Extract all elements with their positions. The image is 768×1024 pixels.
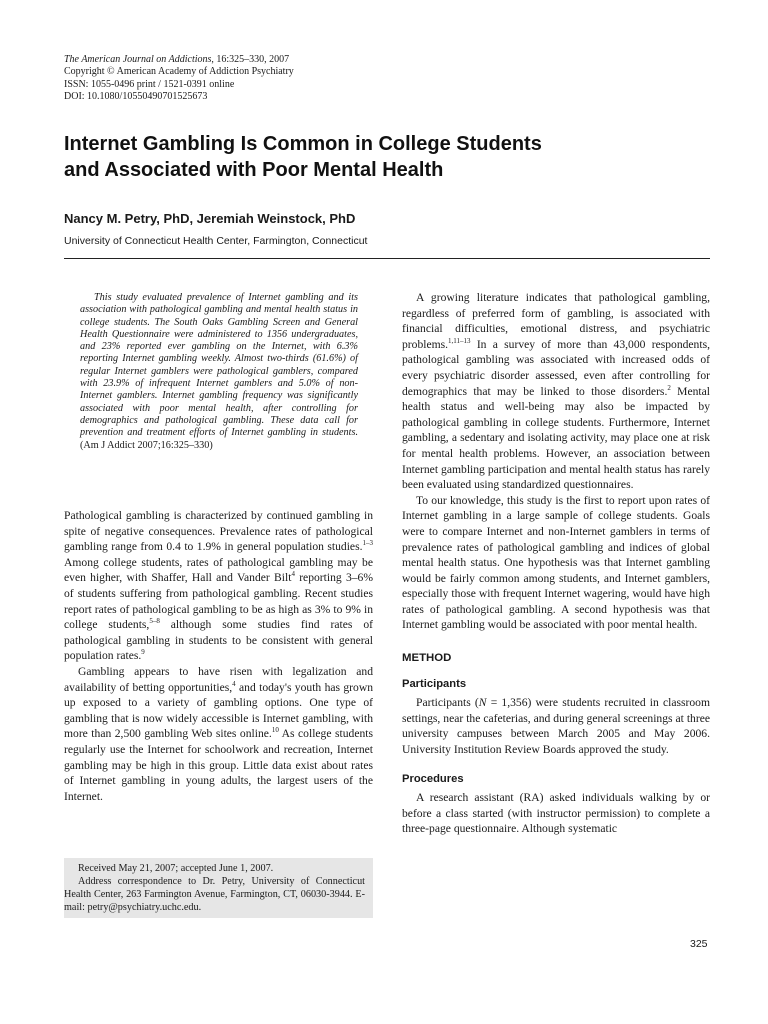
ref-sup: 4 xyxy=(291,570,295,579)
ref-sup: 1,11–13 xyxy=(448,336,471,345)
journal-header xyxy=(64,54,294,104)
correspondence-address: Address correspondence to Dr. Petry, University of Connecticut Health Center, 263 Farmington Avenue, Farmington, CT, 06030-3944. E-mail: petry@psychiatry.uchc.edu. xyxy=(64,876,365,913)
procedures-paragraph: A research assistant (RA) asked individuals walking by or before a class started (with instructor permission) to complete a three-page questionnaire. Although systematic xyxy=(402,791,710,836)
doi-line: DOI: 10.1080/10550490701525673 xyxy=(64,91,208,103)
intro-paragraph-1 xyxy=(64,508,373,664)
intro-paragraph-2 xyxy=(64,664,373,804)
right-column xyxy=(402,290,710,837)
intro-paragraph-4: To our knowledge, this study is the first to report upon rates of Internet gambling in a large sample of college students. Goals were to compare Internet and non-Internet gamblers in terms of prevalence rates of pathological gambling and indices of global mental health status. One hypothesis was that Internet gambling would be fairly common among students, and Internet gamblers, especially those with frequent Internet wagering, would have high rates of pathological gambling. A second hypothesis was that Internet gambling would be associated with poor mental health. xyxy=(402,493,710,632)
copyright-line: Copyright © American Academy of Addiction Psychiatry xyxy=(64,66,294,78)
journal-name: The American Journal on Addictions xyxy=(64,54,212,65)
intro-p1-text-d: although some studies find rates of pathological gambling in students to be consistent with general population rates. xyxy=(64,618,373,663)
participants-paragraph xyxy=(402,695,710,757)
ref-sup: 5–8 xyxy=(149,617,160,626)
intro-p2-text-b: and today's youth has grown up exposed to a variety of gambling options. One type of gambling that is now widely accessible is Internet gambling, with more than 2,500 gambling Web sites online. xyxy=(64,680,373,741)
abstract-text: This study evaluated prevalence of Internet gambling and its association with pathological gambling and mental health status in college students. The South Oaks Gambling Screen and General Health Questionnaire were administered to 1356 undergraduates, and 23% reported ever gambling on the Internet, with 6.3% reporting Internet gambling weekly. Almost two-thirds (61.6%) of regular Internet gamblers were pathological gamblers, compared with 23.9% of infrequent Internet gamblers and 5.0% of non-Internet gamblers. Internet gambling frequency was significantly associated with poor mental health, after controlling for demographics and pathological gambling. These data call for prevention and treatment efforts of Internet gambling in students. xyxy=(80,292,358,439)
title-divider xyxy=(64,258,710,259)
intro-paragraph-3 xyxy=(402,290,710,493)
received-date: Received May 21, 2007; accepted June 1, 2007. xyxy=(78,863,274,874)
n-symbol: N xyxy=(478,696,487,710)
ref-sup: 1–3 xyxy=(362,539,373,548)
abstract-citation: (Am J Addict 2007;16:325–330) xyxy=(80,439,213,451)
participants-text-b: = 1,356) were students recruited in classroom settings, near the cafeterias, and during general screenings at three university campuses between March 2005 and May 2006. University Institution Review Boards approved the study. xyxy=(402,696,710,757)
intro-p1-text-a: Pathological gambling is characterized by continued gambling in spite of negative consequences. Prevalence rates of pathological gambling range from 0.4 to 1.9% in general population studies. xyxy=(64,509,373,554)
intro-p3-text-c: Mental health status and well-being may also be impacted by pathological gambling in college students. Furthermore, Internet gambling, a sedentary and isolating activity, may place one at risk for mental health problems. However, an association between Internet gambling participation and mental health status has rarely been evaluated using standardized questionnaires. xyxy=(402,384,710,492)
participants-heading: Participants xyxy=(402,677,467,690)
footnote-box xyxy=(64,858,373,918)
ref-sup: 4 xyxy=(232,679,236,688)
article-title xyxy=(64,131,704,183)
intro-p3-text-b: In a survey of more than 43,000 respondents, pathological gambling was associated with increased odds of every psychiatric disorder assessed, even after controlling for demographics that may be linked to those disorders. xyxy=(402,337,710,398)
title-line-1: Internet Gambling Is Common in College Students xyxy=(64,133,542,155)
left-column xyxy=(64,508,373,804)
author-list: Nancy M. Petry, PhD, Jeremiah Weinstock, PhD xyxy=(64,211,356,226)
method-heading: METHOD xyxy=(402,652,452,665)
intro-p2-text-c: As college students regularly use the Internet for schoolwork and recreation, Internet gambling may be high in this group. Little data exist about rates of Internet gambling in young adults, the largest users of the Internet. xyxy=(64,727,373,803)
ref-sup: 10 xyxy=(271,726,279,735)
journal-citation: , 16:325–330, 2007 xyxy=(211,54,290,65)
intro-p2-text-a: Gambling appears to have risen with legalization and availability of betting opportunities, xyxy=(64,664,373,694)
participants-text-a: Participants ( xyxy=(416,696,479,710)
affiliation: University of Connecticut Health Center, Farmington, Connecticut xyxy=(64,235,368,247)
intro-p3-text-a: A growing literature indicates that pathological gambling, regardless of preferred form of gambling, is associated with financial difficulties, emotional distress, and psychiatric problems. xyxy=(402,291,710,351)
ref-sup: 9 xyxy=(141,648,145,657)
ref-sup: 2 xyxy=(667,383,671,392)
intro-p1-text-b: Among college students, rates of pathological gambling may be even higher, with Shaffer, Hall and Vander Bilt xyxy=(64,555,373,585)
procedures-heading: Procedures xyxy=(402,772,464,785)
title-line-2: and Associated with Poor Mental Health xyxy=(64,159,444,181)
issn-line: ISSN: 1055-0496 print / 1521-0391 online xyxy=(64,78,235,90)
page-number: 325 xyxy=(690,938,708,950)
abstract xyxy=(80,292,358,452)
intro-p1-text-c: reporting 3–6% of students suffering from pathological gambling. Recent studies report rates of pathological gambling to be as high as 3% to 9% in college students, xyxy=(64,571,374,632)
